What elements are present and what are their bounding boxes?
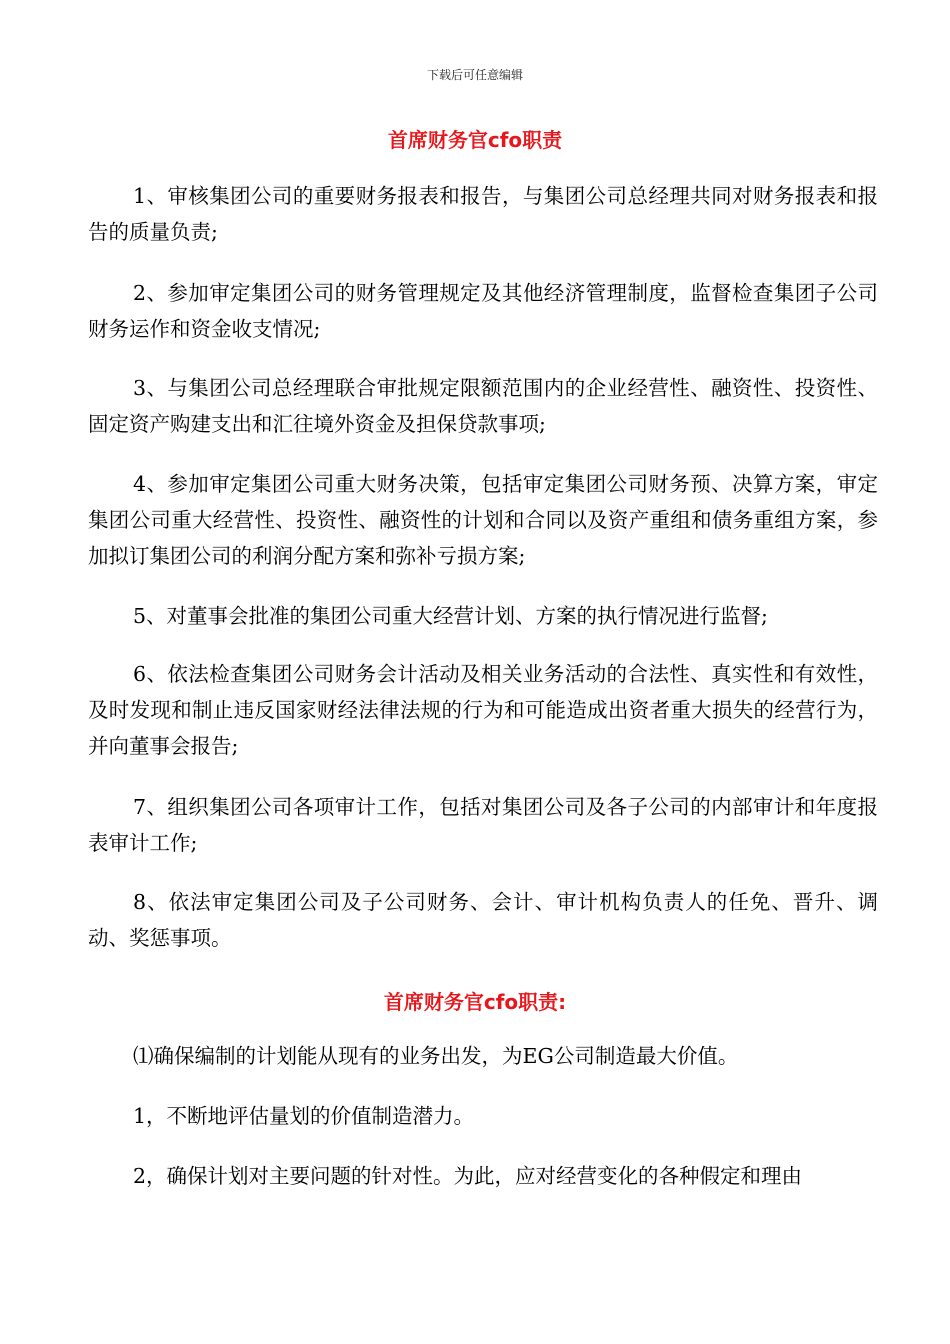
paragraph: 1、审核集团公司的重要财务报表和报告，与集团公司总经理共同对财务报表和报告的质量负责; [88,184,878,244]
paragraph: 1，不断地评估量划的价值制造潜力。 [133,1104,475,1128]
paragraph: 2、参加审定集团公司的财务管理规定及其他经济管理制度，监督检查集团子公司财务运作和资金收支情况; [88,281,878,341]
section-title: 首席财务官cfo职责 [387,128,563,152]
paragraph: 2，确保计划对主要问题的针对性。为此，应对经营变化的各种假定和理由 [133,1164,803,1188]
paragraph: 5、对董事会批准的集团公司重大经营计划、方案的执行情况进行监督; [133,604,768,628]
header-note: 下载后可任意编辑 [426,68,523,82]
paragraph: ⑴确保编制的计划能从现有的业务出发，为EG公司制造最大价值。 [133,1044,739,1068]
paragraph: 6、依法检查集团公司财务会计活动及相关业务活动的合法性、真实性和有效性，及时发现和制止违反国家财经法律法规的行为和可能造成出资者重大损失的经营行为，并向董事会报告; [88,662,878,758]
section-title: 首席财务官cfo职责: [383,990,567,1014]
paragraph: 7、组织集团公司各项审计工作，包括对集团公司及各子公司的内部审计和年度报表审计工作; [88,795,878,855]
paragraph: 3、与集团公司总经理联合审批规定限额范围内的企业经营性、融资性、投资性、固定资产购建支出和汇往境外资金及担保贷款事项; [88,376,878,436]
paragraph: 4、参加审定集团公司重大财务决策，包括审定集团公司财务预、决算方案，审定集团公司重大经营性、投资性、融资性的计划和合同以及资产重组和债务重组方案，参加拟订集团公司的利润分配方案和弥补亏损方案; [88,472,878,568]
paragraph: 8、依法审定集团公司及子公司财务、会计、审计机构负责人的任免、晋升、调动、奖惩事项。 [88,890,878,950]
